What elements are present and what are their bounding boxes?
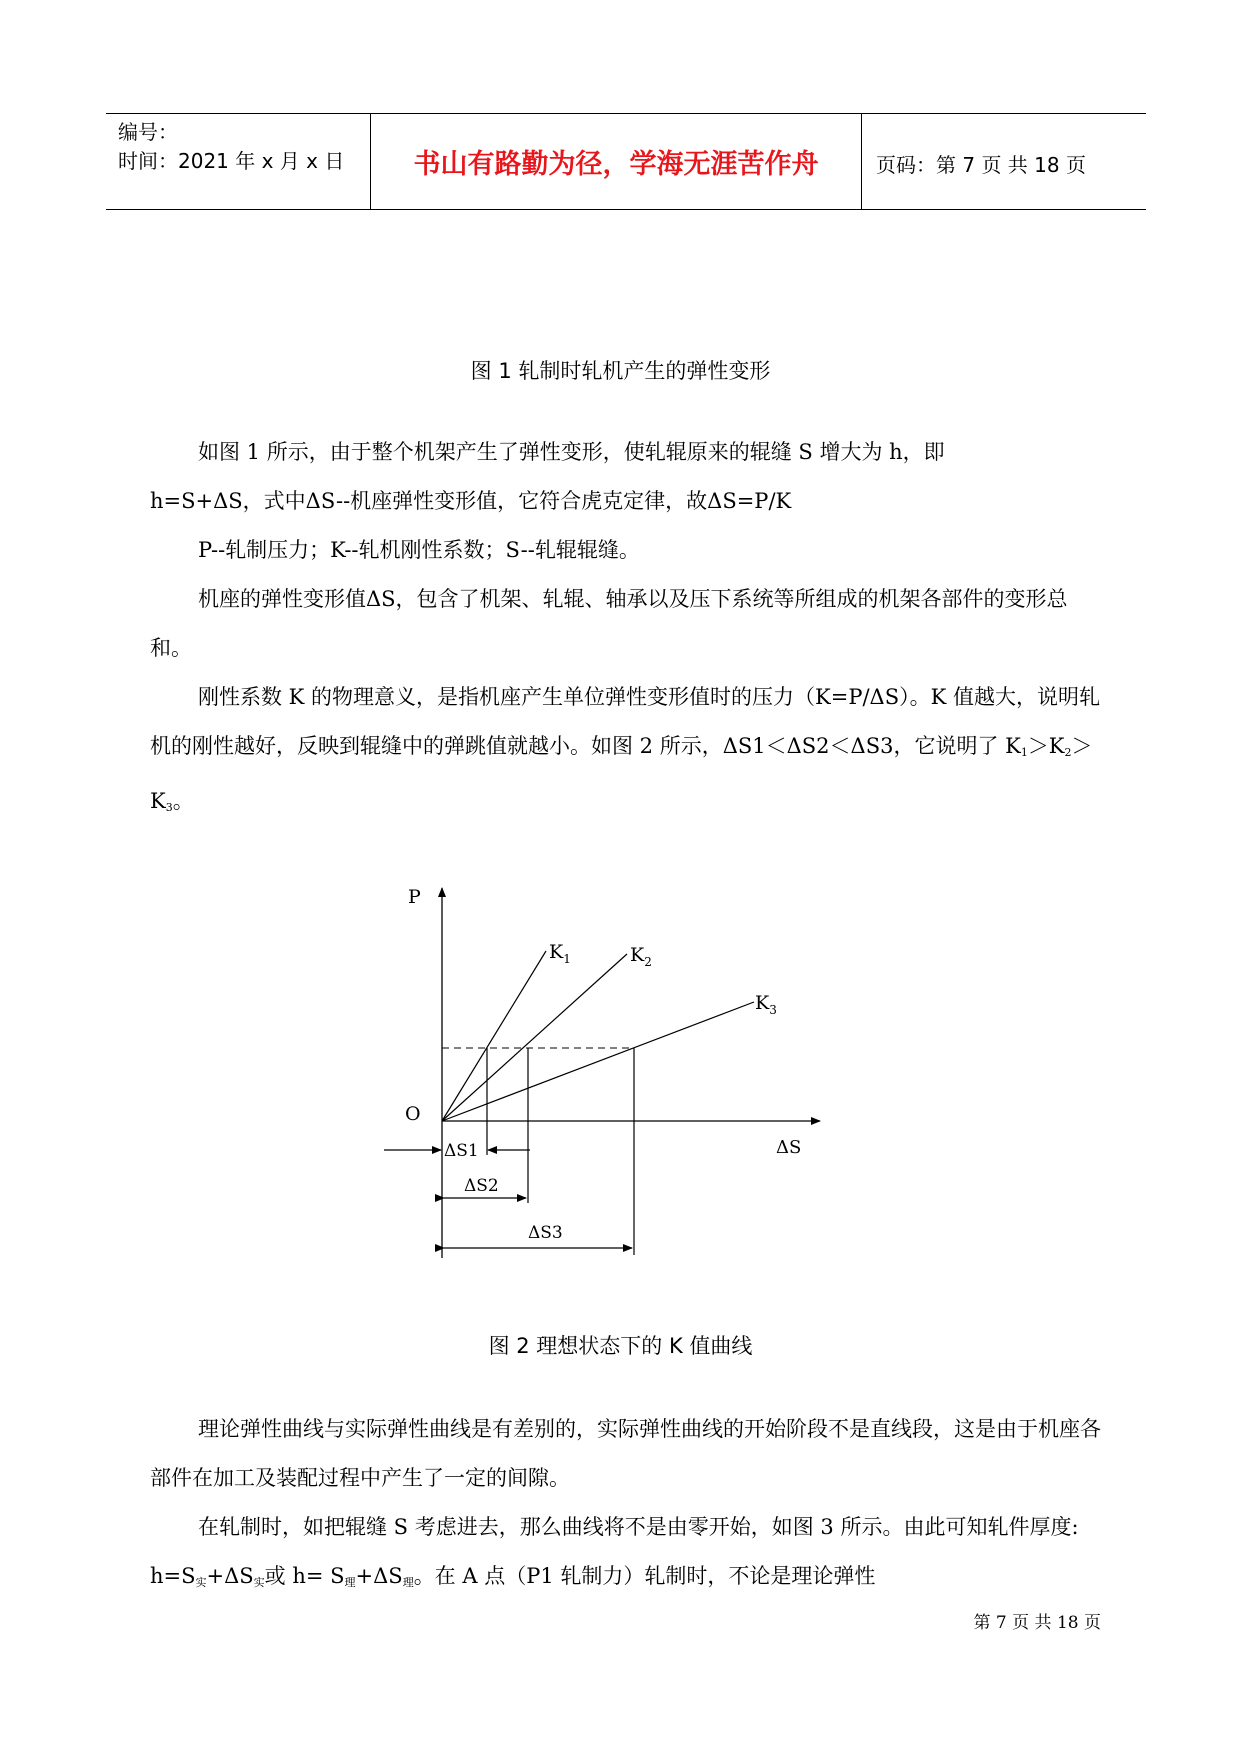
paragraph-5-6 [150,1405,1105,1607]
number-label: 编号： [118,120,178,144]
figure2-caption: 图 2 理想状态下的 K 值曲线 [488,1334,753,1358]
header-divider [861,114,862,209]
page-header [106,113,1146,210]
k1-line [442,951,546,1121]
figure1-caption: 图 1 轧制时轧机产生的弹性变形 [470,359,771,383]
origin-label: O [405,1103,421,1125]
header-left [118,118,344,176]
ds2-label: ΔS2 [464,1176,499,1196]
time-label: 时间：2021 年 x 月 x 日 [118,149,345,173]
ds1-label: ΔS1 [444,1141,479,1161]
paragraph-6: 在轧制时，如把辊缝 S 考虑进去，那么曲线将不是由零开始，如图 3 所示。由此可知轧件厚度: $h=S_实+\Delta S_实$或 $h= S_理+\Delta S_理$。在 A 点（P1 轧制力）轧制时，不论是理论弹性 [150,1515,1079,1589]
k3-label: $K_3$ [755,992,777,1017]
ds3-label: ΔS3 [528,1223,563,1243]
figure2-diagram [370,880,840,1260]
paragraph-5: 理论弹性曲线与实际弹性曲线是有差别的，实际弹性曲线的开始阶段不是直线段，这是由于机座各部件在加工及装配过程中产生了一定的间隙。 [150,1417,1101,1490]
k3-line [442,1002,754,1121]
ds-axis-label: ΔS [776,1137,802,1158]
page-footer: 第 7 页 共 18 页 [973,1613,1101,1633]
k2-label: $K_2$ [630,944,652,969]
paragraph-1: 如图 1 所示，由于整个机架产生了弹性变形，使轧辊原来的辊缝 S 增大为 h，即 h=S+ΔS，式中ΔS--机座弹性变形值，它符合虎克定律，故ΔS=P/K P--轧制压力；K--轧机刚性系数；S--轧辊辊缝。 机座的弹性变形值ΔS，包含了机架、轧辊、轴承以及压下系统等所组成的机架各部件的变形总和。 刚性系数 K 的物理意义，是指机座产生单位弹性变形值时的压力（K=P/ΔS）。K 值越大，说明轧机的刚性越好，反映到辊缝中的弹跳值就越小。如图 2 所示，ΔS1＜ΔS2＜ΔS3，它说明了 $K_1>K_2>K_3$。 [150,428,1105,832]
paragraph-2: P--轧制压力；K--轧机刚性系数；S--轧辊辊缝。 [198,538,640,562]
header-page-label: 页码：第 7 页 共 18 页 [876,153,1086,177]
p-axis-label: P [408,886,421,908]
k1-label: $K_1$ [549,941,571,966]
k2-line [442,954,627,1121]
paragraph-3: 机座的弹性变形值ΔS，包含了机架、轧辊、轴承以及压下系统等所组成的机架各部件的变形总和。 [150,587,1068,660]
paragraph-4: 刚性系数 K 的物理意义，是指机座产生单位弹性变形值时的压力（K=P/ΔS）。K 值越大，说明轧机的刚性越好，反映到辊缝中的弹跳值就越小。如图 2 所示，ΔS1＜ΔS2＜ΔS3，它说明了 $K_1>K_2>K_3$。 [150,685,1100,814]
header-motto: 书山有路勤为径，学海无涯苦作舟 [413,149,819,180]
